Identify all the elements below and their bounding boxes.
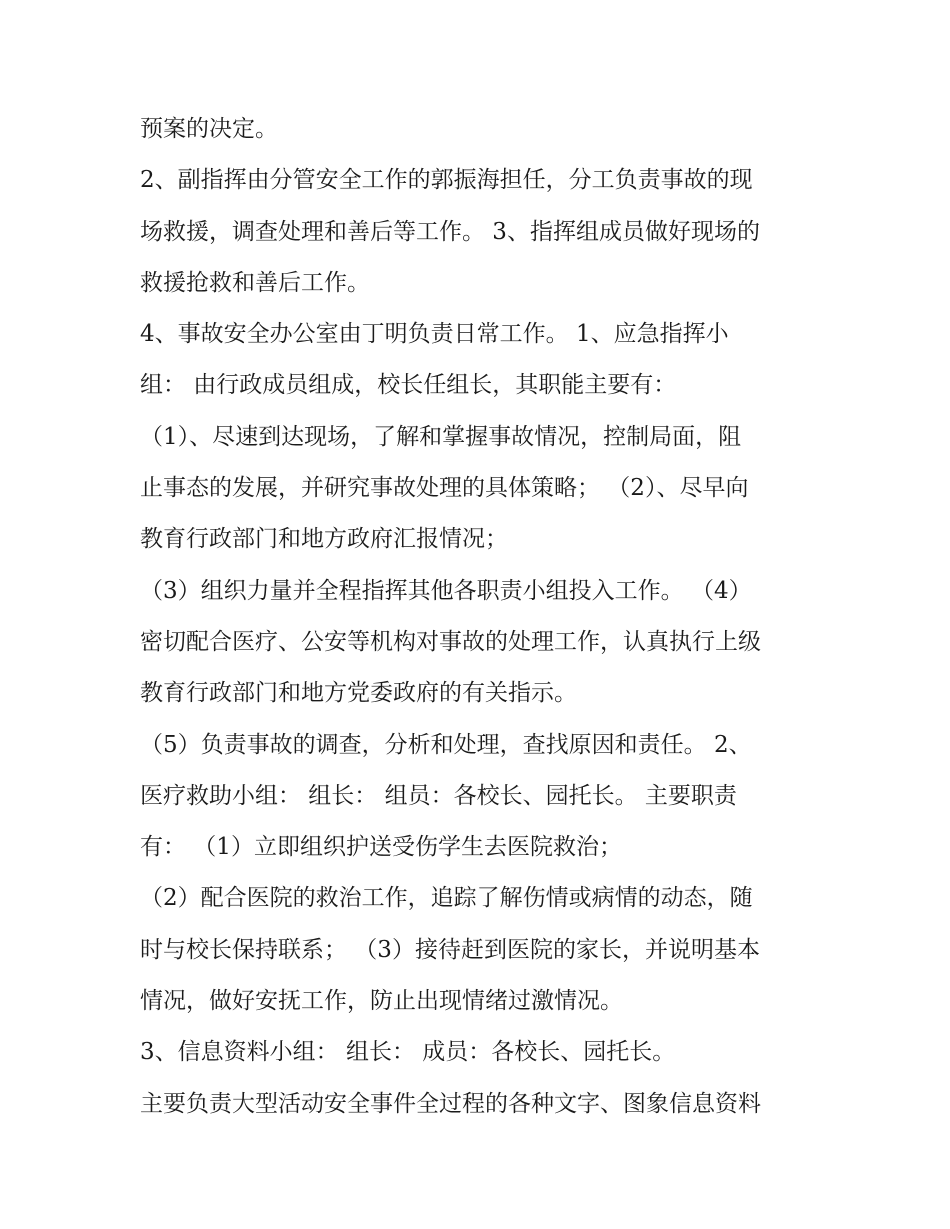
text-line: 组： 由行政成员组成，校长任组长，其职能主要有：	[140, 372, 677, 399]
document-body	[140, 108, 830, 1134]
text-line: 时与校长保持联系； （3）接待赶到医院的家长，并说明基本	[140, 936, 760, 963]
text-line: 4、事故安全办公室由丁明负责日常工作。 1、应急指挥小	[140, 321, 729, 348]
text-line: （3）组织力量并全程指挥其他各职责小组投入工作。 （4）	[140, 577, 752, 604]
text-line: 2、副指挥由分管安全工作的郭振海担任，分工负责事故的现	[140, 167, 753, 194]
text-line: 有： （1）立即组织护送受伤学生去医院救治；	[140, 834, 622, 861]
text-line: 止事态的发展，并研究事故处理的具体策略； （2）、尽早向	[140, 475, 749, 502]
text-line: 教育行政部门和地方党委政府的有关指示。	[140, 680, 577, 707]
text-line: （2）配合医院的救治工作，追踪了解伤情或病情的动态，随	[140, 885, 753, 912]
text-line: 预案的决定。	[140, 116, 278, 142]
text-line: 场救援，调查处理和善后等工作。 3、指挥组成员做好现场的	[140, 218, 760, 245]
text-line: 医疗救助小组： 组长： 组员：各校长、园托长。 主要职责	[140, 782, 737, 809]
text-line: 情况，做好安抚工作，防止出现情绪过激情况。	[140, 988, 623, 1015]
text-line: 教育行政部门和地方政府汇报情况；	[140, 526, 508, 553]
text-line: 救援抢救和善后工作。	[140, 269, 370, 296]
text-line: （1）、尽速到达现场，了解和掌握事故情况，控制局面，阻	[140, 423, 742, 450]
text-line: （5）负责事故的调查，分析和处理，查找原因和责任。 2、	[140, 731, 752, 758]
text-line: 密切配合医疗、公安等机构对事故的处理工作，认真执行上级	[140, 628, 761, 655]
text-line: 3、信息资料小组： 组长： 成员：各校长、园托长。	[140, 1039, 676, 1066]
text-line: 主要负责大型活动安全事件全过程的各种文字、图象信息资料	[140, 1090, 761, 1117]
